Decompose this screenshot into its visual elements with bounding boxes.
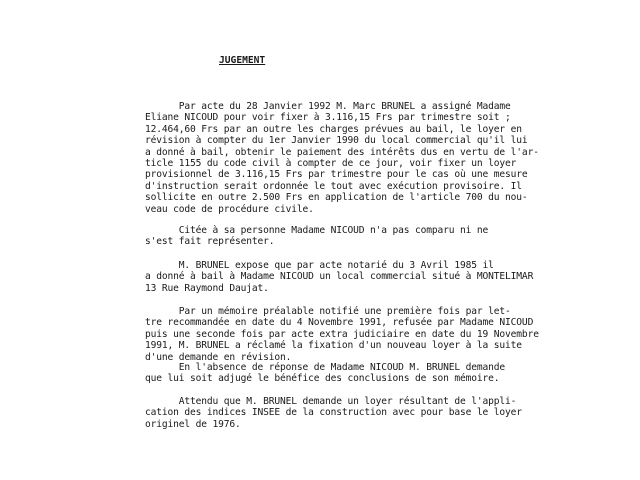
text-line: révision à compter du 1er Janvier 1990 du local commercial qu'il lui (145, 135, 528, 147)
text-line: d'une demande en révision. (145, 351, 292, 363)
text-line: tre recommandée en date du 4 Novembre 1991, refusée par Madame NICOUD (145, 317, 534, 329)
text-line: provisionnel de 3.116,15 Frs par trimestre pour le cas où une mesure (145, 169, 528, 181)
text-line: M. BRUNEL expose que par acte notarié du 3 Avril 1985 il (145, 260, 494, 271)
paragraph-absence-reponse (145, 362, 506, 385)
paragraph-attendu-indices (145, 396, 522, 430)
text-line: En l'absence de réponse de Madame NICOUD M. BRUNEL demande (145, 362, 506, 373)
text-line: a donné à bail, obtenir le paiement des intérêts dus en vertu de l'ar- (145, 146, 539, 158)
text-line: veau code de procédure civile. (145, 203, 314, 215)
text-line: que lui soit adjugé le bénéfice des conclusions de son mémoire. (145, 373, 500, 385)
text-line: Attendu que M. BRUNEL demande un loyer résultant de l'appli- (145, 396, 517, 407)
text-line: a donné à bail à Madame NICOUD un local commercial situé à MONTELIMAR (145, 271, 534, 283)
text-line: 12.464,60 Frs par an outre les charges prévues au bail, le loyer en (145, 123, 522, 135)
text-line: Par acte du 28 Janvier 1992 M. Marc BRUNEL a assigné Madame (145, 101, 511, 112)
text-line: puis une seconde fois par acte extra judiciaire en date du 19 Novembre (145, 328, 539, 340)
text-line: d'instruction serait ordonnée le tout avec exécution provisoire. Il (145, 180, 522, 192)
paragraph-memoire (145, 306, 539, 363)
text-line: Citée à sa personne Madame NICOUD n'a pas comparu ni ne (145, 225, 489, 236)
text-line: 13 Rue Raymond Daujat. (145, 282, 269, 294)
text-line: cation des indices INSEE de la construction avec pour base le loyer (145, 407, 522, 419)
text-line: Eliane NICOUD pour voir fixer à 3.116,15 Frs par trimestre soit ; (145, 112, 511, 124)
paragraph-bail (145, 260, 534, 294)
text-line: 1991, M. BRUNEL a réclamé la fixation d'un nouveau loyer à la suite (145, 340, 522, 352)
text-line: originel de 1976. (145, 418, 241, 430)
paragraph-assignation (145, 101, 539, 215)
text-line: s'est fait représenter. (145, 236, 275, 248)
document-title: JUGEMENT (219, 55, 266, 66)
paragraph-citation (145, 225, 490, 248)
text-line: Par un mémoire préalable notifié une première fois par let- (145, 306, 511, 317)
text-line: ticle 1155 du code civil à compter de ce jour, voir fixer un loyer (145, 158, 517, 170)
text-line: sollicite en outre 2.500 Frs en application de l'article 700 du nou- (145, 192, 528, 204)
